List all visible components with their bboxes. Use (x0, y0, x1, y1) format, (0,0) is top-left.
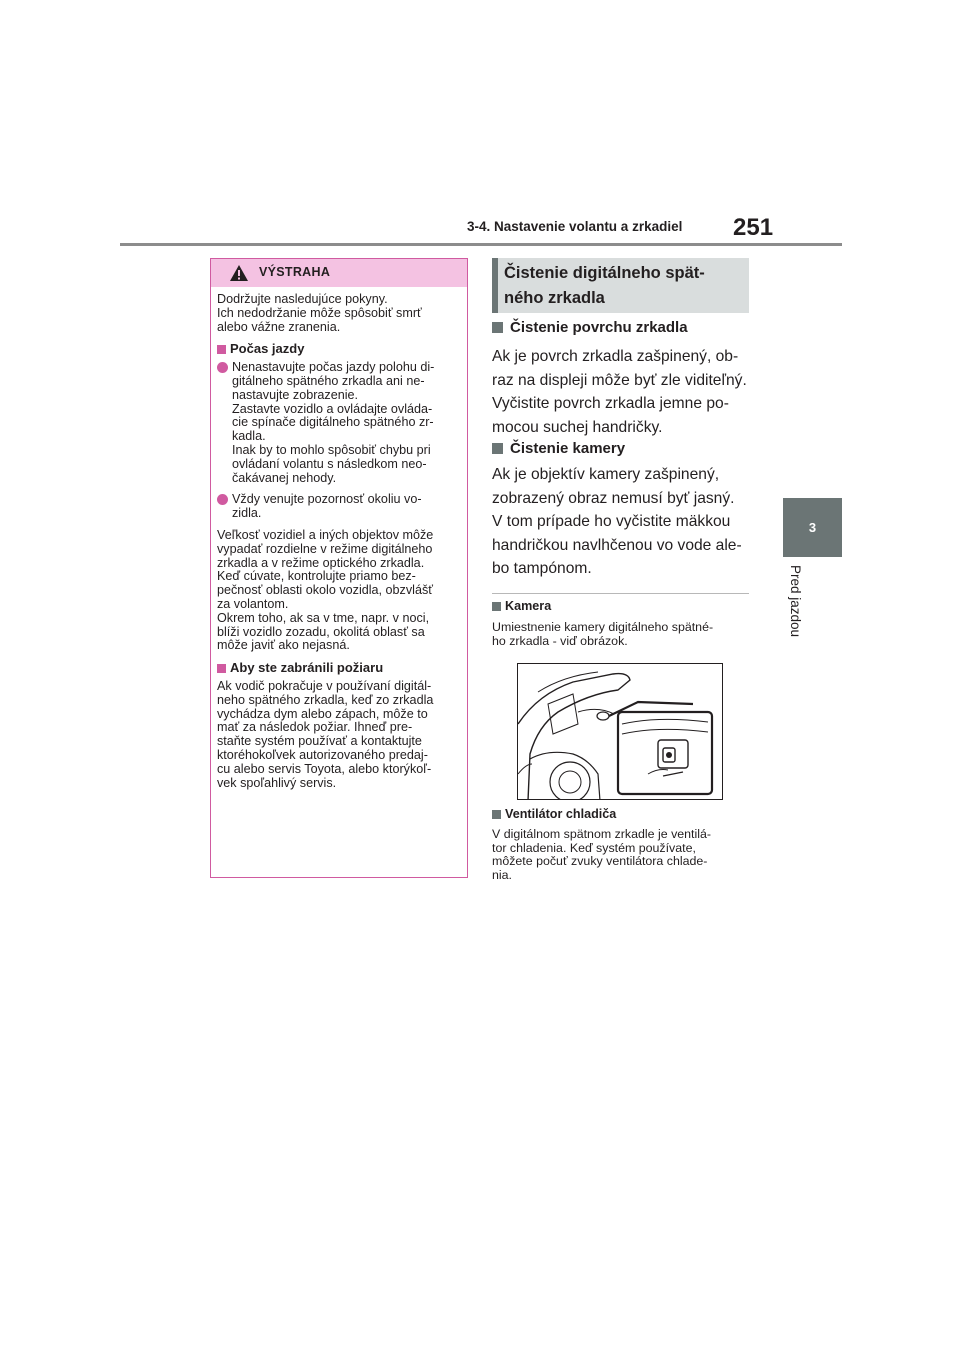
section-title-banner (492, 258, 749, 313)
section-title: Čistenie digitálneho spät- ného zrkadla (504, 264, 705, 307)
note-heading (492, 599, 551, 613)
warning-intro: Dodržujte nasledujúce pokyny. Ich nedodržanie môže spôsobiť smrť alebo vážne zranenia. (217, 292, 422, 334)
warning-title: VÝSTRAHA (259, 265, 331, 279)
note-heading-text: Ventilátor chladiča (505, 807, 617, 821)
chapter-number-tab: 3 (783, 498, 842, 557)
subsection-heading-text: Čistenie kamery (510, 440, 626, 457)
warning-bullet-text: Vždy venujte pozornosť okoliu vo- zidla. (232, 492, 422, 521)
warning-section-heading-text: Aby ste zabránili požiaru (230, 660, 384, 676)
subsection-text: Ak je objektív kamery zašpinený, zobrazený obraz nemusí byť jasný. V tom prípade ho vyčistite mäkkou handričkou navlhčenou vo vode ale- bo tampónom. (492, 466, 742, 578)
warning-body (211, 287, 467, 790)
warning-bullet (217, 493, 461, 521)
note-heading-text: Kamera (505, 599, 552, 613)
note-text: Umiestnenie kamery digitálneho spätné- ho zrkadla - viď obrázok. (492, 620, 714, 648)
warning-section-heading (217, 661, 461, 675)
circle-bullet-icon (217, 494, 228, 505)
vehicle-rear-drawing (518, 664, 723, 800)
subsection-heading (492, 440, 625, 457)
square-bullet-icon (492, 443, 503, 454)
warning-bullet-text: Nenastavujte počas jazdy polohu di- gitálneho spätného zrkadla ani ne- nastavujte zobrazenie. Zastavte vozidlo a ovládajte ovláda- cie spínače digitálneho spätného zr- kadla. Inak by to mohlo spôsobiť chybu pri ovládaní volantu s následkom neo- čakávanej nehody. (232, 360, 435, 485)
note-heading (492, 807, 616, 821)
note-text: V digitálnom spätnom zrkadle je ventilá- tor chladenia. Keď systém používate, môžete počuť zvuky ventilátora chlade- nia. (492, 827, 712, 882)
chapter-side-label (774, 565, 814, 655)
square-bullet-icon (492, 810, 501, 819)
square-bullet-icon (217, 664, 226, 673)
warning-section-text: Ak vodič pokračuje v používaní digitál- neho spätného zrkadla, keď zo zrkadla vychádza dym alebo zápach, môže to mať za následok požiar. Ihneď pre- staňte systém používať a kontaktujte ktoréhokoľvek autorizovaného predaj- cu alebo servis Toyota, alebo ktorýkoľ- vek spoľahlivý servis. (217, 678, 434, 790)
section-divider (492, 593, 749, 594)
camera-location-illustration (517, 663, 723, 800)
chapter-label-text: Pred jazdou (788, 565, 803, 638)
warning-box (210, 258, 468, 878)
warning-section-heading-text: Počas jazdy (230, 341, 305, 357)
square-bullet-icon (217, 345, 226, 354)
subsection-text: Ak je povrch zrkadla zašpinený, ob- raz na displeji môže byť zle viditeľný. Vyčistite povrch zrkadla jemne po- mocou suchej handričky. (492, 348, 747, 436)
square-bullet-icon (492, 322, 503, 333)
warning-bullet (217, 361, 461, 485)
header-divider (120, 243, 842, 246)
warning-header (211, 259, 467, 287)
warning-section-heading (217, 342, 461, 356)
subsection-heading (492, 319, 688, 336)
page-number: 251 (733, 214, 774, 241)
warning-paragraph: Veľkosť vozidiel a iných objektov môže vypadať rozdielne v režime digitálneho zrkadla a v režime optického zrkadla. Keď cúvate, kontrolujte priamo bez- pečnosť oblasti okolo vozidla, obzvlášť za volantom. Okrem toho, ak sa v tme, napr. v noci, blíži vozidlo zozadu, okolitá oblasť sa môže javiť ako nejasná. (217, 527, 434, 653)
square-bullet-icon (492, 602, 501, 611)
circle-bullet-icon (217, 362, 228, 373)
subsection-heading-text: Čistenie povrchu zrkadla (510, 319, 688, 336)
section-header-title: 3-4. Nastavenie volantu a zrkadiel (467, 219, 683, 234)
warning-triangle-icon (229, 264, 249, 282)
